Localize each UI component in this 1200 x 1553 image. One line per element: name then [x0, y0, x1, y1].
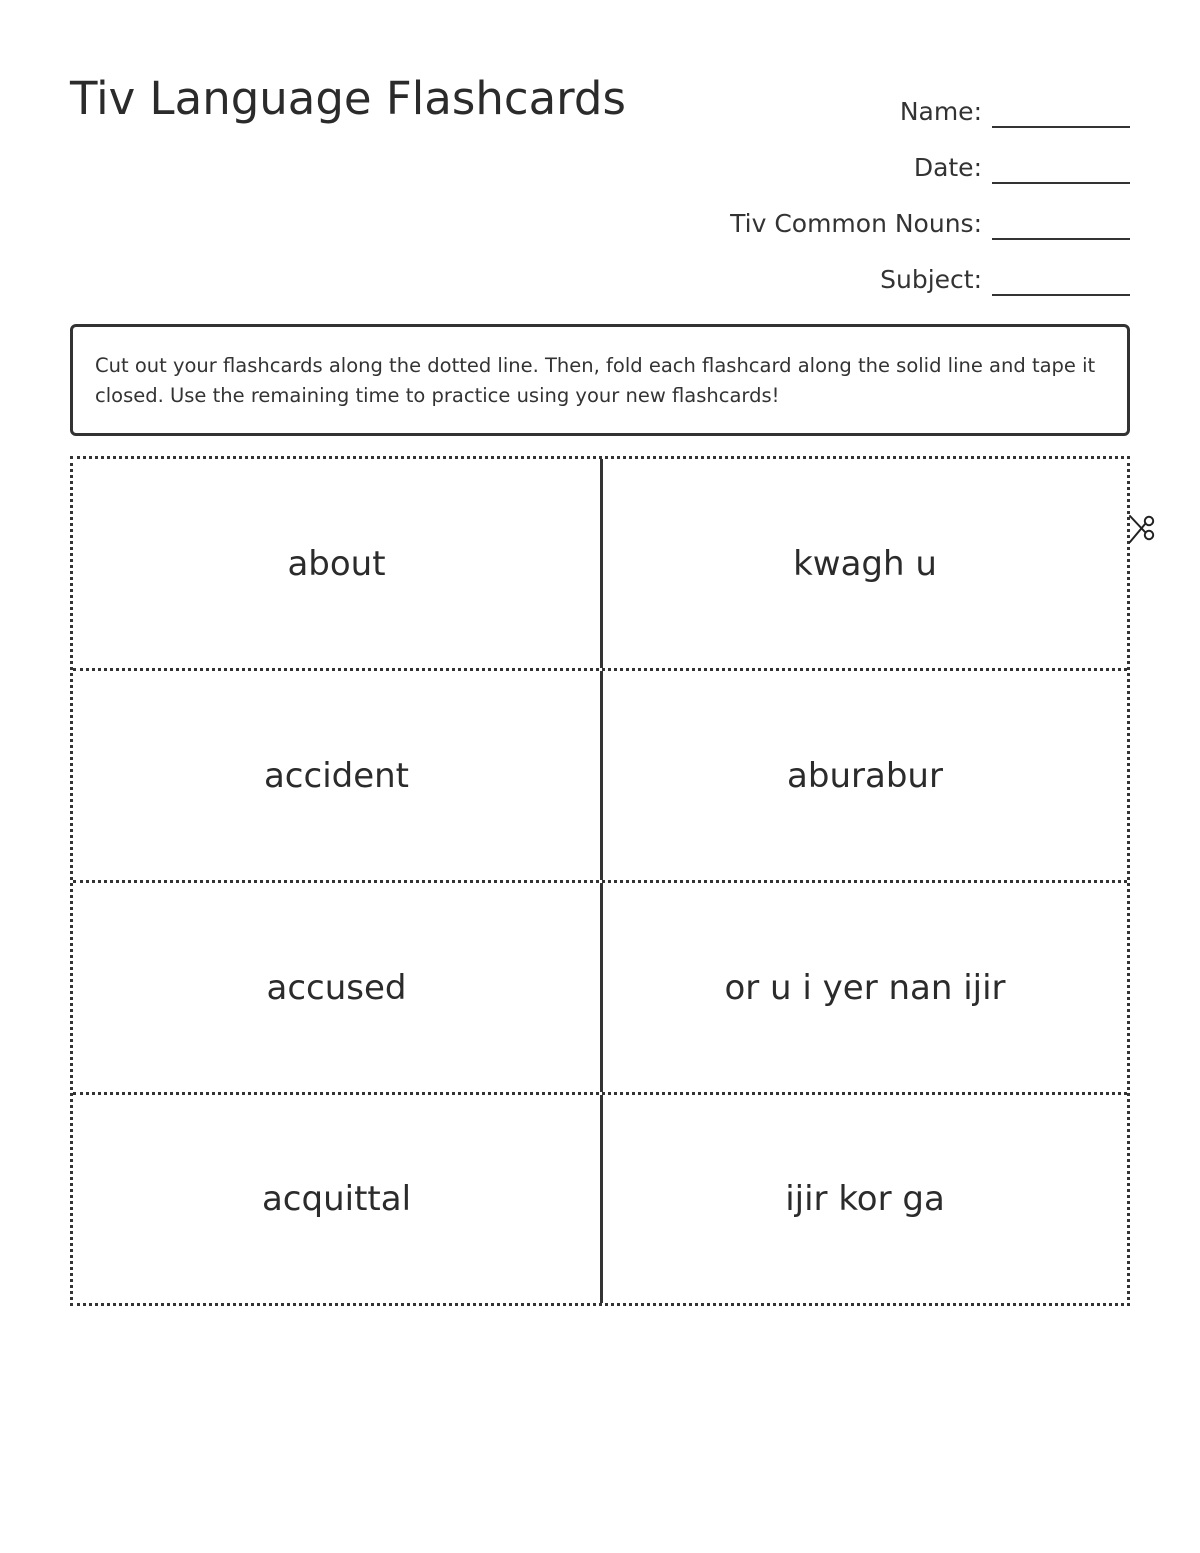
name-field-label: Name:	[899, 97, 982, 126]
flashcard-front: acquittal	[261, 1179, 412, 1219]
subject-field-label: Subject:	[880, 265, 982, 294]
instructions-box	[70, 324, 1130, 436]
name-field	[730, 76, 1130, 132]
topic-field-label: Tiv Common Nouns:	[730, 209, 982, 238]
flashcard-front: accident	[263, 755, 410, 796]
name-field-blank	[992, 126, 1130, 128]
topic-field-blank	[992, 238, 1130, 240]
flashcard-back: kwagh u	[793, 543, 937, 584]
date-field	[730, 132, 1130, 188]
subject-field-blank	[992, 294, 1130, 296]
flashcard-back: or u i yer nan ijir	[724, 967, 1006, 1008]
flashcard	[73, 883, 1127, 1095]
date-field-label: Date:	[913, 153, 982, 182]
flashcard	[73, 459, 1127, 671]
subject-field	[730, 244, 1130, 300]
flashcard-back: ijir kor ga	[785, 1179, 945, 1219]
scissors-icon	[1124, 512, 1160, 552]
flashcard-front: accused	[266, 967, 407, 1008]
flashcard	[73, 1095, 1127, 1303]
page-title: Tiv Language Flashcards	[70, 72, 626, 125]
instructions-text: Cut out your flashcards along the dotted line. Then, fold each flashcard along the solid line and tape it closed. Use the remaining time to practice using your new flashcards!	[95, 354, 1096, 407]
topic-field	[730, 188, 1130, 244]
flashcard-back: aburabur	[787, 755, 943, 796]
flashcard-grid	[70, 456, 1130, 1306]
flashcard	[73, 671, 1127, 883]
date-field-blank	[992, 182, 1130, 184]
flashcard-front: about	[287, 543, 386, 584]
student-info-fields	[730, 76, 1130, 300]
